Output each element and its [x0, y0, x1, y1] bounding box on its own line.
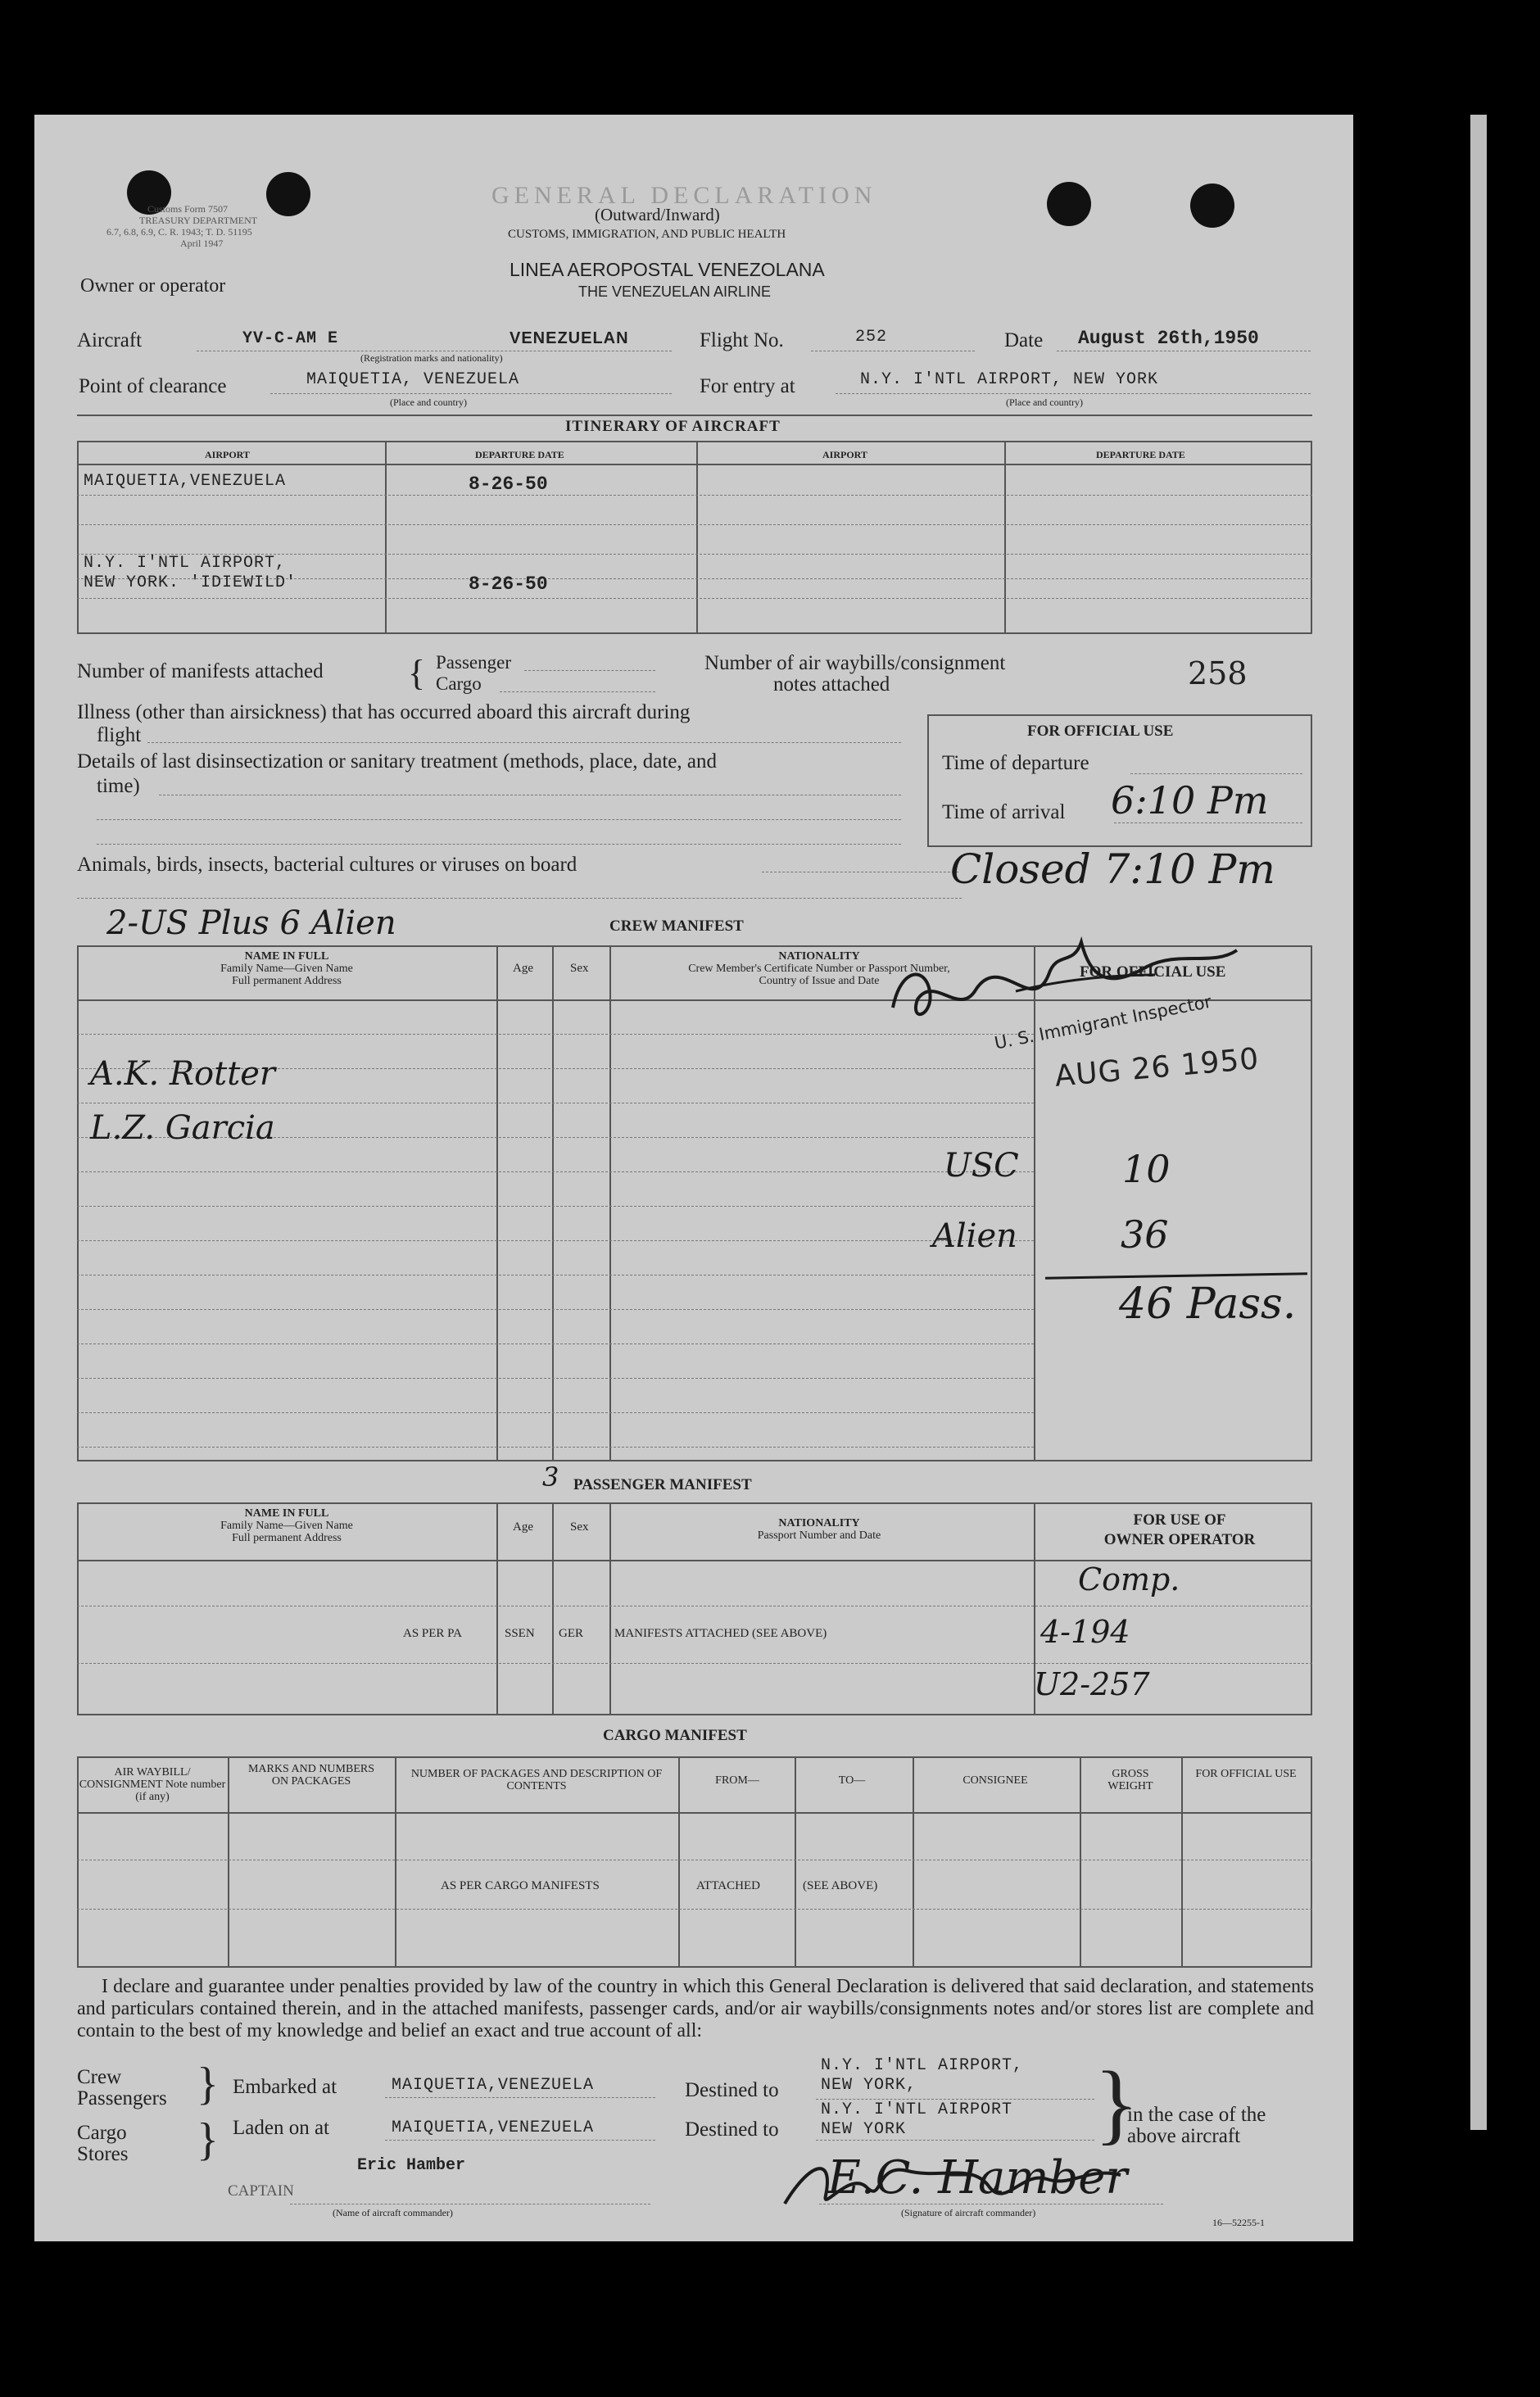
- print-code: 16—52255-1: [1212, 2217, 1265, 2228]
- field-line: [816, 2099, 1094, 2100]
- passenger-header-sex: Sex: [570, 1520, 589, 1534]
- illness-label-b: flight: [97, 724, 142, 746]
- passenger-col-divider: [552, 1502, 554, 1715]
- itinerary-header-rule: [77, 464, 1312, 465]
- laden-label: Laden on at: [233, 2117, 330, 2139]
- arrival-value: 6:10 Pm: [1111, 778, 1269, 822]
- form-reference: [106, 203, 257, 249]
- form-ref-line: TREASURY DEPARTMENT: [139, 215, 258, 226]
- passenger-header-text: Passport Number and Date: [757, 1529, 881, 1542]
- inspector-stamp-date: AUG 26 1950: [1053, 1042, 1261, 1094]
- crew-header-name: [147, 950, 426, 987]
- cargo-col-divider: [395, 1756, 396, 1968]
- cargo-header: CONSIGNEE: [962, 1774, 1028, 1787]
- inspector-stamp-role: U. S. Immigrant Inspector: [993, 991, 1213, 1054]
- cargo-title: CARGO MANIFEST: [603, 1727, 747, 1744]
- crew-title: CREW MANIFEST: [609, 918, 744, 935]
- waybills-value: 258: [1188, 655, 1248, 691]
- destined2-b: NEW YORK: [821, 2120, 907, 2139]
- punch-hole: [266, 172, 310, 216]
- cargo-header: TO—: [838, 1774, 866, 1787]
- clearance-value: MAIQUETIA, VENEZUELA: [306, 370, 520, 389]
- aircraft-value: YV-C-AM E: [242, 329, 339, 348]
- field-line: [270, 393, 672, 394]
- row-rule: [77, 598, 1312, 599]
- crew-name-1: A.K. Rotter: [90, 1055, 276, 1093]
- crew-header-official: FOR OFFICIAL USE: [1080, 963, 1226, 981]
- itinerary-header-date: DEPARTURE DATE: [1096, 449, 1185, 460]
- cargo-col-divider: [795, 1756, 796, 1968]
- row-rule: [77, 1909, 1312, 1910]
- tally-alien-value: 36: [1121, 1212, 1169, 1257]
- row-rule: [77, 1171, 1034, 1172]
- passenger-header-text: NAME IN FULL: [244, 1507, 329, 1520]
- airline-name: LINEA AEROPOSTAL VENEZOLANA: [510, 259, 825, 280]
- field-line: [1114, 822, 1302, 823]
- closed-note: Closed 7:10 Pm: [950, 845, 1275, 893]
- crew-header-text: Crew Member's Certificate Number or Passport Number,: [688, 963, 950, 975]
- captain-name: Eric Hamber: [357, 2156, 466, 2175]
- destined1-a: N.Y. I'NTL AIRPORT,: [821, 2056, 1024, 2075]
- cargo-row-from: ATTACHED: [696, 1879, 760, 1892]
- row-rule: [77, 1412, 1034, 1413]
- cargo-row-desc: AS PER CARGO MANIFESTS: [441, 1879, 600, 1892]
- itinerary-divider: [385, 441, 387, 634]
- field-line: [816, 2140, 1094, 2141]
- brace: }: [197, 2059, 219, 2109]
- cargo-header: GROSS WEIGHT: [1107, 1768, 1153, 1792]
- crew-col-divider: [552, 945, 554, 1461]
- row-rule: [77, 524, 1312, 525]
- itinerary-header-date: DEPARTURE DATE: [475, 449, 564, 460]
- row-rule: [77, 1275, 1034, 1276]
- tally-total: 46 Pass.: [1119, 1280, 1297, 1329]
- field-line: [500, 691, 655, 692]
- passenger-row-c: GER: [559, 1627, 583, 1640]
- tally-alien-label: Alien: [932, 1217, 1017, 1255]
- agencies-line: CUSTOMS, IMMIGRATION, AND PUBLIC HEALTH: [508, 228, 786, 241]
- row-rule: [77, 1343, 1034, 1344]
- aircraft-caption: (Registration marks and nationality): [360, 352, 503, 364]
- passenger-header-nationality: [623, 1517, 1016, 1542]
- tally-usc-value: 10: [1122, 1147, 1171, 1191]
- passenger-row-a: AS PER PA: [403, 1627, 462, 1640]
- itinerary-airport-2a: N.Y. I'NTL AIRPORT,: [84, 554, 287, 573]
- faded-form-title: GENERAL DECLARATION: [491, 182, 877, 209]
- illness-label-a: Illness (other than airsickness) that has occurred aboard this aircraft during: [77, 701, 691, 723]
- passenger-header-name: [147, 1507, 426, 1544]
- cargo-header: FOR OFFICIAL USE: [1195, 1768, 1297, 1780]
- crew-header-sex: Sex: [570, 962, 589, 975]
- crew-header-text: NAME IN FULL: [244, 950, 329, 963]
- in-case-b: above aircraft: [1127, 2125, 1241, 2147]
- arrival-label: Time of arrival: [942, 801, 1066, 823]
- row-rule: [77, 495, 1312, 496]
- itinerary-table: [77, 441, 1312, 634]
- laden-value: MAIQUETIA,VENEZUELA: [392, 2118, 595, 2137]
- itinerary-header-airport: AIRPORT: [205, 449, 250, 460]
- owner-note-3: U2-257: [1034, 1666, 1150, 1702]
- page-edge: [1470, 115, 1487, 2130]
- itinerary-header-airport: AIRPORT: [822, 449, 867, 460]
- entry-caption: (Place and country): [1006, 396, 1083, 408]
- embarked-label: Embarked at: [233, 2076, 337, 2098]
- passenger-header-text: Family Name—Given Name: [220, 1520, 353, 1532]
- crew-header-age: Age: [513, 962, 533, 975]
- crew-name-2: L.Z. Garcia: [90, 1109, 275, 1147]
- aircraft-label: Aircraft: [77, 329, 143, 351]
- row-rule: [77, 1378, 1034, 1379]
- crew-col-divider: [496, 945, 498, 1461]
- crew-col-divider: [609, 945, 611, 1461]
- itinerary-top-rule: [77, 415, 1312, 416]
- cargo-header: MARKS AND NUMBERS ON PACKAGES: [247, 1763, 375, 1788]
- itinerary-date-2: 8-26-50: [469, 573, 548, 595]
- field-line: [1130, 773, 1302, 774]
- animals-label: Animals, birds, insects, bacterial cultures or viruses on board: [77, 854, 578, 876]
- cargo-row-to: (SEE ABOVE): [803, 1879, 878, 1892]
- stores-label: Stores: [77, 2143, 129, 2165]
- entry-value: N.Y. I'NTL AIRPORT, NEW YORK: [860, 370, 1159, 389]
- field-line: [77, 898, 962, 899]
- clearance-label: Point of clearance: [79, 375, 227, 397]
- form-ref-line: April 1947: [180, 238, 224, 249]
- itinerary-airport-2b: NEW YORK. 'IDIEWILD': [84, 573, 297, 592]
- row-rule: [77, 1240, 1034, 1241]
- cargo-label: Cargo: [77, 2122, 127, 2144]
- owner-label: Owner or operator: [80, 275, 226, 297]
- waybills-label-a: Number of air waybills/consignment: [704, 652, 1006, 674]
- destined2-a: N.Y. I'NTL AIRPORT: [821, 2100, 1013, 2119]
- itinerary-date-1: 8-26-50: [469, 474, 548, 495]
- outward-inward: (Outward/Inward): [595, 205, 720, 224]
- cargo-header: AIR WAYBILL/ CONSIGNMENT Note number (if any): [79, 1766, 226, 1803]
- disinsect-label-a: Details of last disinsectization or sanitary treatment (methods, place, date, and: [77, 750, 717, 773]
- in-case-a: in the case of the: [1127, 2104, 1266, 2126]
- itinerary-title: ITINERARY OF AIRCRAFT: [565, 418, 781, 435]
- captain-label: CAPTAIN: [228, 2182, 294, 2200]
- passenger-header-text: OWNER OPERATOR: [1103, 1531, 1256, 1548]
- field-line: [147, 742, 901, 743]
- cargo-col-divider: [678, 1756, 680, 1968]
- field-line: [836, 393, 1311, 394]
- cargo-col-divider: [1181, 1756, 1183, 1968]
- passenger-header-age: Age: [513, 1520, 533, 1534]
- waybills-label-b: notes attached: [773, 673, 890, 696]
- passenger-header-owner: [1057, 1511, 1302, 1550]
- commander-caption: (Name of aircraft commander): [333, 2207, 453, 2218]
- clearance-caption: (Place and country): [390, 396, 467, 408]
- row-rule: [77, 1663, 1312, 1664]
- crew-header-text: Country of Issue and Date: [759, 975, 880, 987]
- passenger-col-divider: [496, 1502, 498, 1715]
- field-line: [524, 670, 655, 671]
- passenger-row-b: SSEN: [505, 1627, 535, 1640]
- airline-subtitle: THE VENEZUELAN AIRLINE: [578, 283, 772, 300]
- passenger-count: 3: [542, 1461, 559, 1493]
- passenger-row-d: MANIFESTS ATTACHED (SEE ABOVE): [614, 1627, 827, 1640]
- signature-caption: (Signature of aircraft commander): [901, 2207, 1036, 2218]
- disinsect-label-b: time): [97, 775, 140, 797]
- embarked-value: MAIQUETIA,VENEZUELA: [392, 2076, 595, 2095]
- form-ref-line: Customs Form 7507: [147, 203, 229, 215]
- punch-hole: [1047, 182, 1091, 226]
- brace: }: [197, 2114, 219, 2165]
- field-line: [97, 819, 901, 820]
- crew-header-text: Family Name—Given Name: [220, 963, 353, 975]
- cargo-col-divider: [1080, 1756, 1081, 1968]
- passenger-col-divider: [609, 1502, 611, 1715]
- row-rule: [77, 1447, 1034, 1448]
- passenger-header-text: NATIONALITY: [778, 1517, 860, 1529]
- itinerary-divider: [696, 441, 698, 634]
- destined-label-1: Destined to: [685, 2079, 779, 2101]
- passengers-label: Passengers: [77, 2087, 167, 2109]
- manifests-label: Number of manifests attached: [77, 660, 324, 682]
- aircraft-nationality: VENEZUELAN: [510, 329, 629, 347]
- field-line: [385, 2097, 655, 2098]
- crew-label: Crew: [77, 2066, 122, 2088]
- passenger-title: PASSENGER MANIFEST: [573, 1476, 752, 1493]
- captain-signature: E.C. Hamber: [827, 2151, 1128, 2204]
- punch-hole: [1190, 184, 1234, 228]
- row-rule: [77, 1206, 1034, 1207]
- date-label: Date: [1004, 329, 1044, 351]
- departure-label: Time of departure: [942, 752, 1089, 774]
- cargo-col-divider: [228, 1756, 229, 1968]
- passenger-label: Passenger: [436, 652, 511, 673]
- official-use-title: FOR OFFICIAL USE: [1027, 723, 1174, 740]
- cargo-label: Cargo: [436, 673, 482, 694]
- form-ref-line: 6.7, 6.8, 6.9, C. R. 1943; T. D. 51195: [106, 226, 252, 238]
- cargo-col-divider: [913, 1756, 914, 1968]
- cargo-header: NUMBER OF PACKAGES AND DESCRIPTION OF CONTENTS: [410, 1768, 663, 1792]
- crew-header-text: NATIONALITY: [778, 950, 860, 963]
- destined-label-2: Destined to: [685, 2118, 779, 2141]
- cargo-header-rule: [77, 1812, 1312, 1814]
- tally-usc-label: USC: [944, 1147, 1019, 1185]
- itinerary-divider: [1004, 441, 1006, 634]
- brace: }: [1094, 2053, 1138, 2153]
- itinerary-airport-1: MAIQUETIA,VENEZUELA: [84, 472, 287, 491]
- date-value: August 26th,1950: [1078, 328, 1259, 349]
- owner-note-2: 4-194: [1040, 1614, 1130, 1650]
- crew-count-note: 2-US Plus 6 Alien: [106, 904, 396, 942]
- brace: {: [408, 653, 426, 693]
- field-line: [385, 2140, 655, 2141]
- cargo-header: FROM—: [715, 1774, 759, 1787]
- owner-note-1: Comp.: [1078, 1561, 1180, 1597]
- passenger-header-text: FOR USE OF: [1133, 1511, 1226, 1529]
- row-rule: [77, 1309, 1034, 1310]
- flight-value: 252: [855, 328, 888, 347]
- flight-label: Flight No.: [700, 329, 784, 351]
- entry-label: For entry at: [700, 375, 795, 397]
- destined1-b: NEW YORK,: [821, 2076, 917, 2095]
- declaration-text: I declare and guarantee under penalties provided by law of the country in which this General Declaration is delivered that said declaration, and statements and particulars contained therein, and in the attached manifests, passenger cards, and/or air waybills/consignments notes and/or stores list are complete and contain to the best of my knowledge and belief an exact and true account of all:: [77, 1976, 1314, 2041]
- passenger-header-text: Full permanent Address: [232, 1532, 342, 1544]
- crew-header-text: Full permanent Address: [232, 975, 342, 987]
- field-line: [97, 844, 901, 845]
